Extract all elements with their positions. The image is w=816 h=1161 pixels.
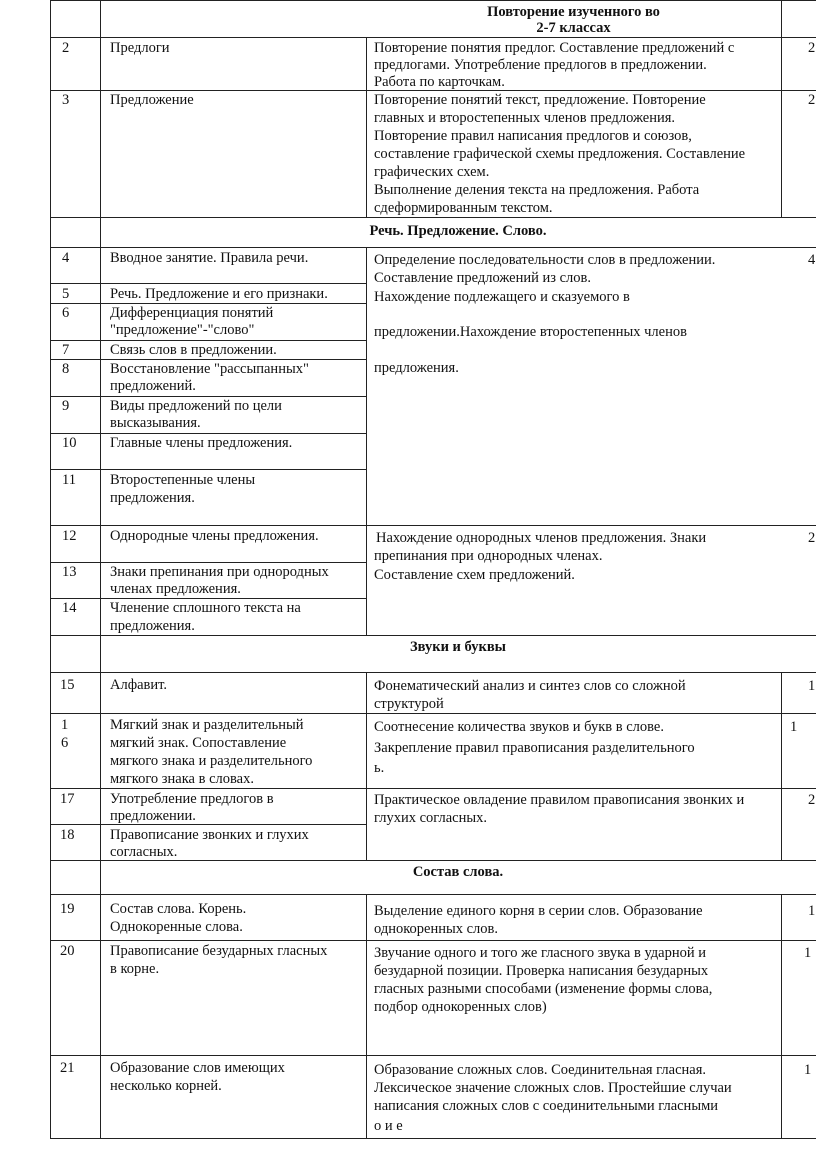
lesson-content: Повторение понятий текст, предложение. Повторение — [374, 92, 706, 108]
lesson-topic: предложения. — [110, 618, 195, 634]
lesson-hours: 1 — [790, 719, 798, 735]
lesson-content: Нахождение однородных членов предложения. Знаки — [376, 530, 707, 546]
row-number: 5 — [62, 286, 70, 302]
sub-row-rule — [50, 283, 366, 284]
lesson-hours: 2 — [808, 792, 816, 808]
lesson-topic: Членение сплошного текста на — [110, 600, 301, 616]
lesson-topic: Речь. Предложение и его признаки. — [110, 286, 328, 302]
section-title: Повторение изученного во — [487, 4, 660, 20]
lesson-hours: 2 — [808, 530, 816, 546]
row-number: 4 — [62, 250, 70, 266]
lesson-content: ь. — [374, 760, 385, 776]
lesson-topic: предложении. — [110, 808, 196, 824]
lesson-content: Лексическое значение сложных слов. Простейшие случаи — [374, 1080, 732, 1096]
lesson-topic: предложений. — [110, 378, 196, 394]
lesson-content: главных и второстепенных членов предложения. — [374, 110, 676, 126]
lesson-hours: 2 — [808, 92, 816, 108]
row-rule — [50, 247, 816, 248]
lesson-content: Составление схем предложений. — [374, 567, 575, 583]
sub-row-rule — [50, 824, 366, 825]
lesson-content: Повторение понятия предлог. Составление предложений с — [374, 40, 735, 56]
lesson-content: глухих согласных. — [374, 810, 487, 826]
curriculum-table — [50, 0, 816, 1139]
lesson-topic: Однородные члены предложения. — [110, 528, 319, 544]
lesson-topic: мягкого знака и разделительного — [110, 753, 313, 769]
row-number: 14 — [62, 600, 77, 616]
lesson-content: препинания при однородных членах. — [374, 548, 603, 564]
row-number: 3 — [62, 92, 70, 108]
lesson-content: составление графической схемы предложения. Составление — [374, 146, 746, 162]
lesson-content: структурой — [374, 696, 444, 712]
lesson-topic: высказывания. — [110, 415, 201, 431]
row-number: 2 — [62, 40, 70, 56]
lesson-topic: Употребление предлогов в — [110, 791, 274, 807]
table-border-left — [50, 0, 51, 1139]
lesson-topic: Второстепенные члены — [110, 472, 256, 488]
lesson-topic: Связь слов в предложении. — [110, 342, 277, 358]
row-number: 20 — [60, 943, 75, 959]
row-rule — [50, 37, 816, 38]
row-rule — [50, 788, 816, 789]
lesson-content: предлогами. Употребление предлогов в предложении. — [374, 57, 707, 73]
lesson-topic: согласных. — [110, 844, 178, 860]
column-divider-topic-top — [366, 37, 367, 217]
lesson-content: Повторение правил написания предлогов и союзов, — [374, 128, 692, 144]
lesson-content: однокоренных слов. — [374, 921, 498, 937]
row-rule — [50, 217, 816, 218]
lesson-content: графических схем. — [374, 164, 490, 180]
row-rule — [50, 940, 816, 941]
row-number: 19 — [60, 901, 75, 917]
row-number: 12 — [62, 528, 77, 544]
row-rule — [50, 713, 816, 714]
lesson-hours: 1 — [808, 678, 816, 694]
lesson-topic: Алфавит. — [110, 677, 168, 693]
lesson-content: сдеформированным текстом. — [374, 200, 553, 216]
row-number: 1 — [61, 717, 69, 733]
lesson-content: безударной позиции. Проверка написания безударных — [374, 963, 709, 979]
lesson-topic: "предложение"-"слово" — [110, 322, 255, 338]
lesson-topic: несколько корней. — [110, 1078, 222, 1094]
row-rule — [50, 1055, 816, 1056]
row-rule — [50, 0, 816, 1]
lesson-topic: Предлоги — [110, 40, 170, 56]
row-number: 9 — [62, 398, 70, 414]
section-title: Звуки и буквы — [409, 639, 506, 655]
lesson-content: написания сложных слов с соединительными гласными — [374, 1098, 718, 1114]
lesson-topic: Мягкий знак и разделительный — [110, 717, 304, 733]
row-number: 6 — [61, 735, 69, 751]
lesson-content: предложения. — [374, 360, 459, 376]
row-number: 21 — [60, 1060, 75, 1076]
lesson-content: Нахождение подлежащего и сказуемого в — [374, 289, 630, 305]
lesson-topic: Главные члены предложения. — [110, 435, 293, 451]
section-title: 2-7 классах — [536, 20, 611, 36]
lesson-content: Определение последовательности слов в предложении. — [374, 252, 716, 268]
lesson-hours: 1 — [808, 903, 816, 919]
row-number: 7 — [62, 342, 70, 358]
row-number: 11 — [62, 472, 76, 488]
lesson-content: Образование сложных слов. Соединительная гласная. — [374, 1062, 706, 1078]
column-divider-content-top — [781, 0, 782, 217]
row-number: 13 — [62, 564, 77, 580]
lesson-topic: предложения. — [110, 490, 195, 506]
lesson-topic: членах предложения. — [110, 581, 241, 597]
lesson-content: Работа по карточкам. — [374, 74, 505, 90]
row-number: 6 — [62, 305, 70, 321]
lesson-hours: 1 — [804, 945, 812, 961]
lesson-topic: Однокоренные слова. — [110, 919, 243, 935]
lesson-topic: Образование слов имеющих — [110, 1060, 285, 1076]
lesson-hours: 4 — [808, 252, 816, 268]
row-rule — [50, 1138, 816, 1139]
column-divider-number — [100, 0, 101, 1139]
row-number: 8 — [62, 361, 70, 377]
column-divider-content-bottom — [781, 894, 782, 1139]
lesson-content: предложении.Нахождение второстепенных членов — [374, 324, 687, 340]
lesson-topic: мягкого знака в словах. — [110, 771, 254, 787]
lesson-topic: Предложение — [110, 92, 194, 108]
lesson-content: Звучание одного и того же гласного звука в ударной и — [374, 945, 707, 961]
row-rule — [50, 635, 816, 636]
lesson-topic: Вводное занятие. Правила речи. — [110, 250, 309, 266]
lesson-content: Составление предложений из слов. — [374, 270, 592, 286]
lesson-topic: Состав слова. Корень. — [110, 901, 247, 917]
row-number: 18 — [60, 827, 75, 843]
lesson-topic: Дифференциация понятий — [110, 305, 274, 321]
lesson-content: гласных разными способами (изменение формы слова, — [374, 981, 713, 997]
row-rule — [50, 525, 816, 526]
section-title: Речь. Предложение. Слово. — [369, 223, 547, 239]
lesson-content: Выполнение деления текста на предложения. Работа — [374, 182, 700, 198]
section-title: Состав слова. — [412, 864, 504, 880]
lesson-content: Фонематический анализ и синтез слов со сложной — [374, 678, 686, 694]
column-divider-content-low — [781, 672, 782, 860]
lesson-topic: Восстановление "рассыпанных" — [110, 361, 309, 377]
row-rule — [50, 672, 816, 673]
row-number: 17 — [60, 791, 75, 807]
lesson-topic: Правописание безударных гласных — [110, 943, 328, 959]
row-number: 15 — [60, 677, 75, 693]
lesson-topic: Виды предложений по цели — [110, 398, 282, 414]
lesson-content: Выделение единого корня в серии слов. Образование — [374, 903, 703, 919]
row-rule — [50, 894, 816, 895]
lesson-topic: мягкий знак. Сопоставление — [110, 735, 287, 751]
lesson-topic: Знаки препинания при однородных — [110, 564, 329, 580]
row-number: 10 — [62, 435, 77, 451]
column-divider-topic-low — [366, 672, 367, 860]
lesson-topic: Правописание звонких и глухих — [110, 827, 309, 843]
lesson-hours: 2 — [808, 40, 816, 56]
lesson-content: Практическое овладение правилом правописания звонких и — [374, 792, 745, 808]
column-divider-topic-bottom — [366, 894, 367, 1139]
lesson-topic: в корне. — [110, 961, 160, 977]
lesson-content: Закрепление правил правописания разделительного — [374, 740, 695, 756]
lesson-content: подбор однокоренных слов) — [374, 999, 547, 1015]
column-divider-topic-mid — [366, 247, 367, 635]
lesson-content: Соотнесение количества звуков и букв в слове. — [374, 719, 664, 735]
lesson-content: о и е — [374, 1118, 403, 1134]
lesson-hours: 1 — [804, 1062, 812, 1078]
sub-row-rule — [50, 469, 366, 470]
